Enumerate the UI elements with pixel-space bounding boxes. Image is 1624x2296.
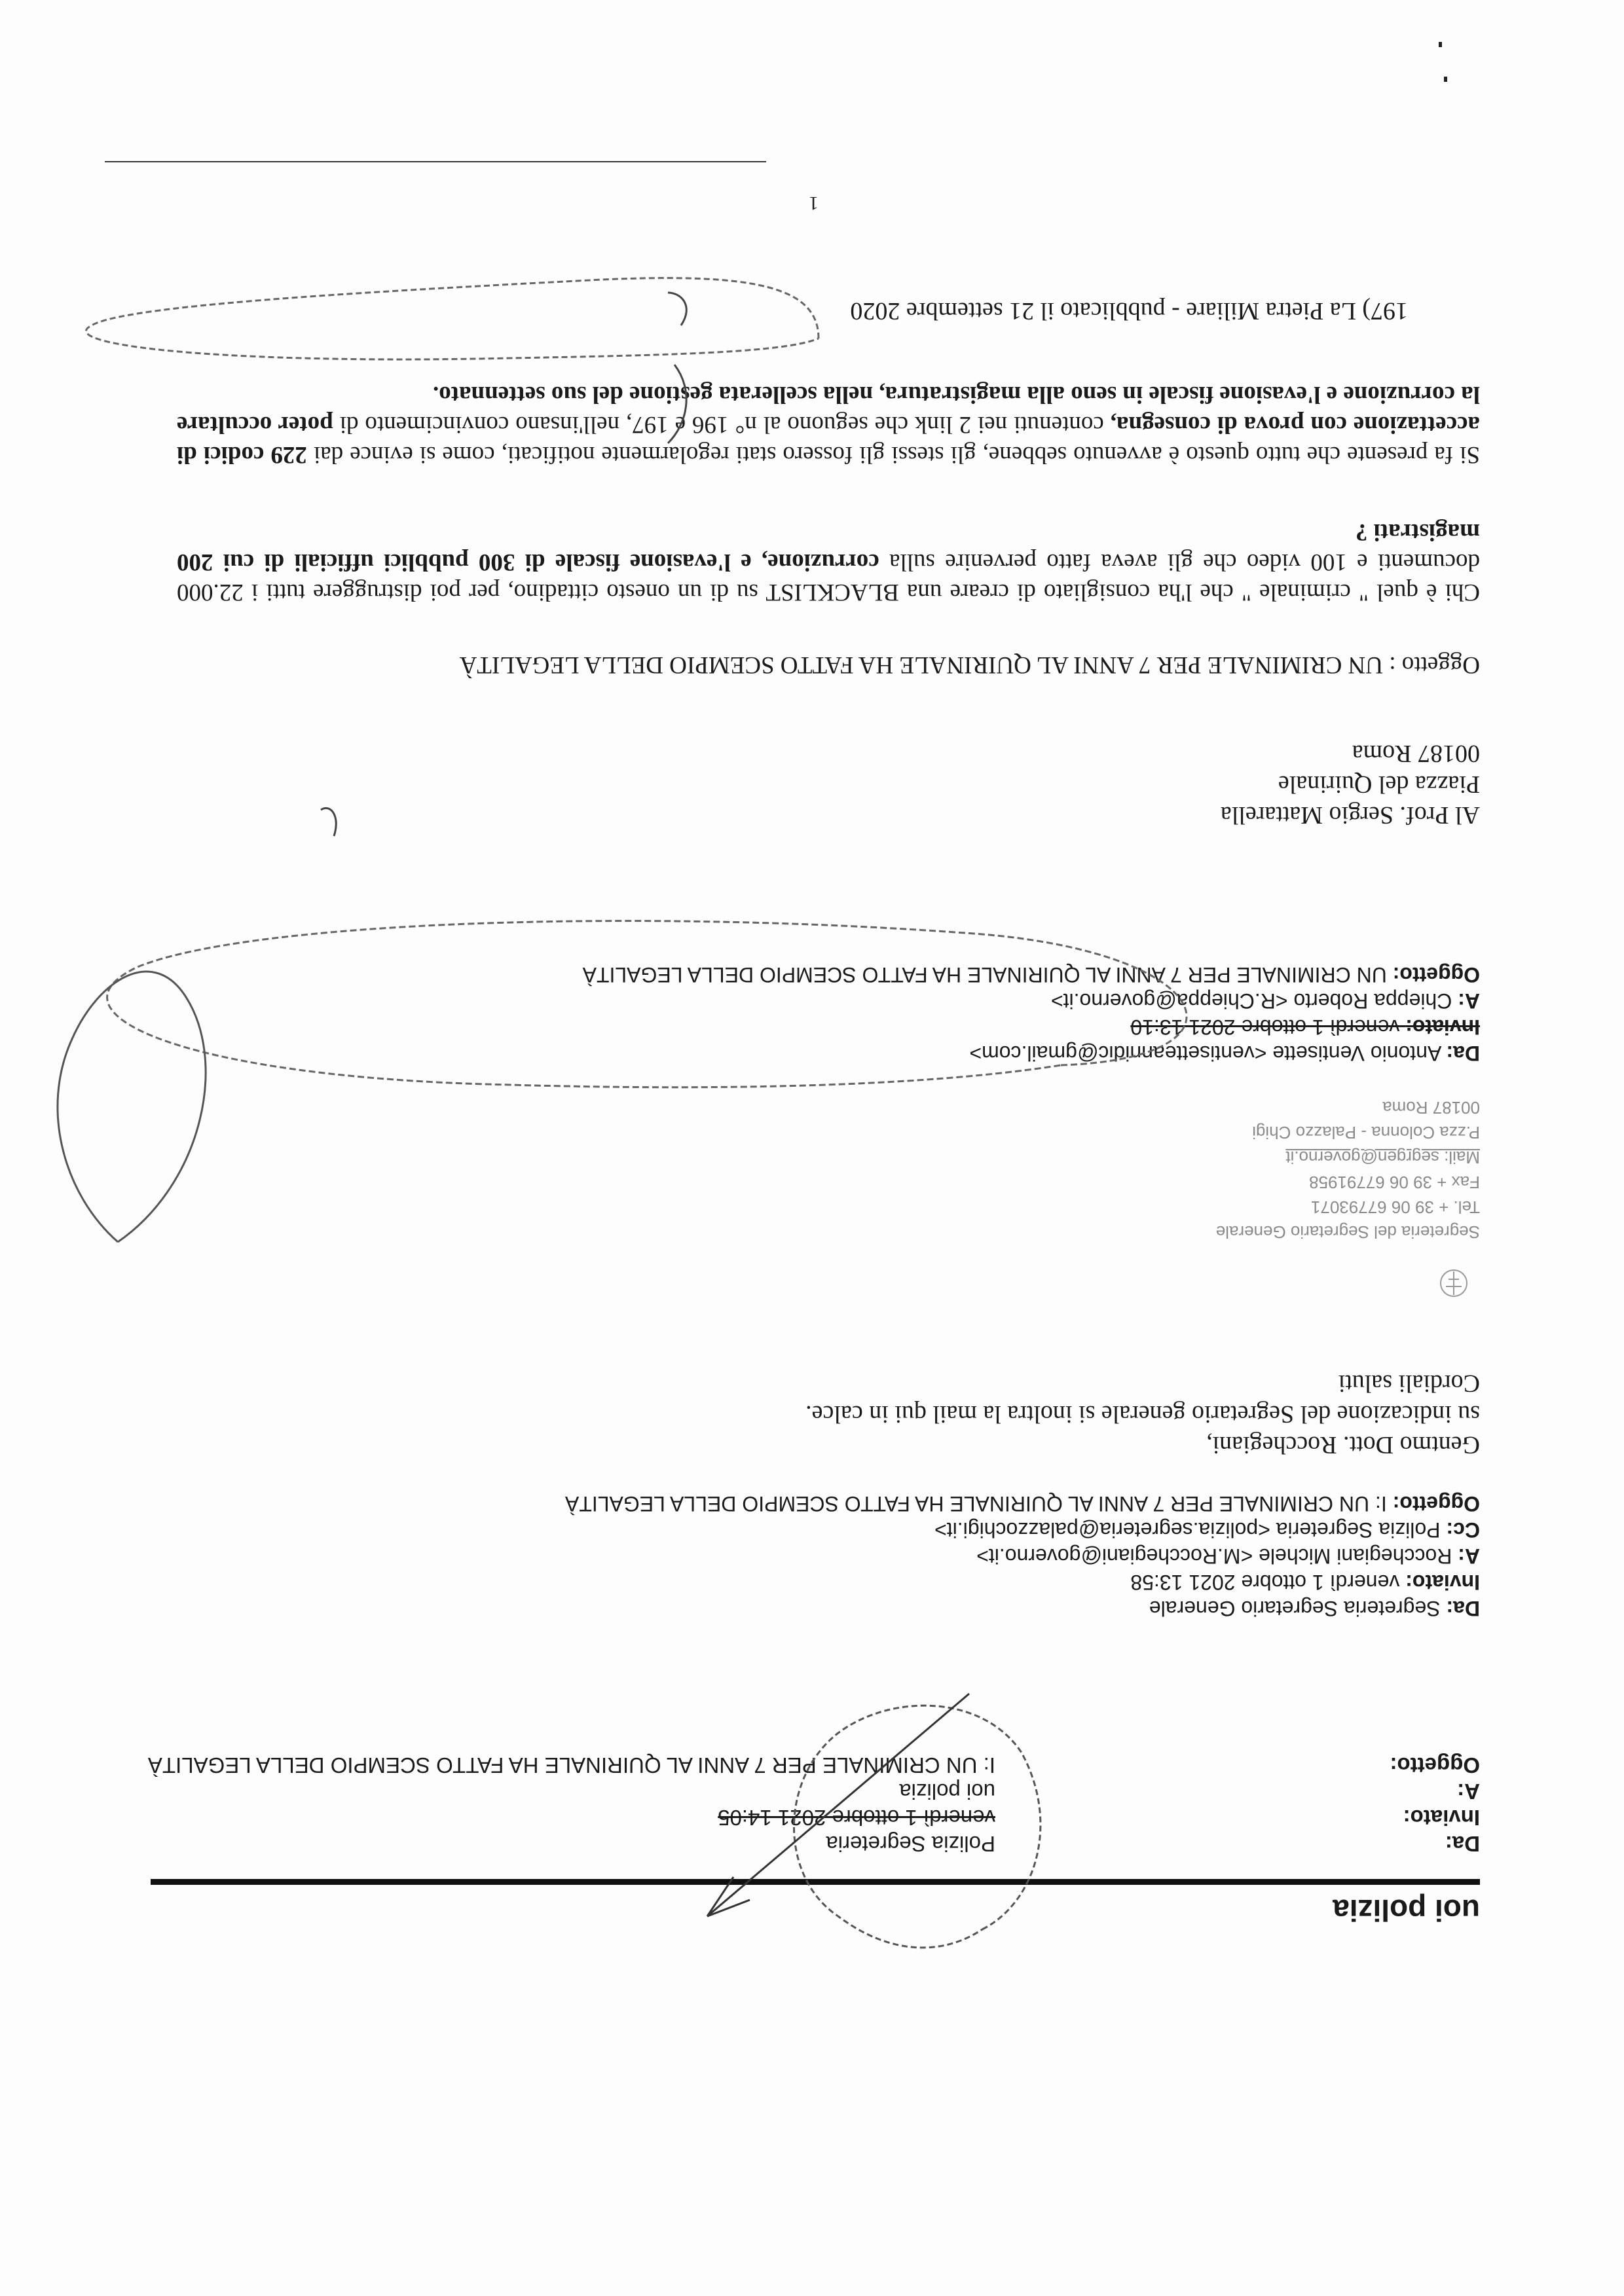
fwd2-to: A: Rocchegiani Michele <M.Rocchegiani@governo.it> bbox=[976, 1544, 1480, 1568]
label-a: A: bbox=[1457, 1779, 1480, 1804]
fwd1-to: uoi polizia bbox=[899, 1779, 995, 1804]
orig-to: A: Chieppa Roberto <R.Chieppa@governo.it> bbox=[1050, 989, 1480, 1013]
addressee-city: 00187 Roma bbox=[1352, 740, 1480, 767]
paragraph-2: Si fa presente che tutto questo è avvenuto sebbene, gli stessi gli fossero stati regolarmente notificati, come si evince dai 229 codici di accettazione con prova di consegna, contenuti nei 2 link che seguono al n° 196 e 197, nell'insano convincimento di poter occultare la corruzione e l'evasione fiscale in seno alla magistratura, nella scellerata gestione del suo settennato. bbox=[177, 381, 1480, 468]
sig-city: 00187 Roma bbox=[1382, 1098, 1480, 1118]
addressee-street: Piazza del Quirinale bbox=[1278, 771, 1480, 798]
tick-mark-citation bbox=[668, 293, 686, 325]
sig-tel: Tel. + 39 06 67793071 bbox=[1310, 1197, 1480, 1217]
letter-subject: Oggetto : UN CRIMINALE PER 7 ANNI AL QUIRINALE HA FATTO SCEMPIO DELLA LEGALITÀ bbox=[459, 651, 1480, 678]
orig-from: Da: Antonio Ventisette <ventisetteannidic@gmail.com> bbox=[969, 1042, 1480, 1065]
fwd2-subject: Oggetto: I: UN CRIMINALE PER 7 ANNI AL QUIRINALE HA FATTO SCEMPIO DELLA LEGALITÀ bbox=[564, 1492, 1480, 1516]
fwd1-from: Polizia Segreteria bbox=[826, 1832, 995, 1856]
sig-address: P.zza Colonna - Palazzo Chigi bbox=[1252, 1123, 1480, 1142]
sig-fax: Fax + 39 06 67791958 bbox=[1309, 1173, 1480, 1192]
header-title: uoi polizia bbox=[1333, 1893, 1480, 1927]
orig-sent: Inviato: venerdì 1 ottobre 2021 13:10 bbox=[1130, 1015, 1480, 1039]
fwd2-from: Da: Segreteria Segretario Generale bbox=[1149, 1597, 1480, 1620]
label-da: Da: bbox=[1445, 1832, 1480, 1856]
fwd2-sent: Inviato: venerdì 1 ottobre 2021 13:58 bbox=[1130, 1571, 1480, 1594]
page-number: 1 bbox=[809, 192, 819, 214]
fwd1-subject: I: UN CRIMINALE PER 7 ANNI AL QUIRINALE HA FATTO SCEMPIO DELLA LEGALITÀ bbox=[147, 1753, 995, 1777]
speck bbox=[1444, 77, 1447, 82]
small-mark bbox=[321, 808, 336, 836]
body-line: su indicazione del Segretario generale si inoltra la mail qui in calce. bbox=[805, 1400, 1480, 1428]
sig-mail: Mail: segrgen@governo.it bbox=[1285, 1148, 1480, 1167]
orig-subject: Oggetto: UN CRIMINALE PER 7 ANNI AL QUIRINALE HA FATTO SCEMPIO DELLA LEGALITÀ bbox=[582, 963, 1480, 987]
speck bbox=[1439, 42, 1442, 47]
closing: Cordiali saluti bbox=[1338, 1370, 1480, 1397]
fwd2-cc: Cc: Polizia Segreteria <polizia.segreteria@palazzochigi.it> bbox=[934, 1518, 1480, 1542]
loop-mark-margin bbox=[58, 972, 206, 1242]
ellipse-mark-citation bbox=[86, 278, 819, 359]
paragraph-1: Chi è quel " criminale " che l'ha consigliato di creare una BLACKLIST su di un onesto cittadino, per poi distruggere tutti i 22.000 documenti e 100 video che gli aveva fatto pervenire sulla corruzione, e l'evasione fiscale di 300 pubblici ufficiali di cui 200 magistrati ? bbox=[177, 519, 1480, 606]
label-oggetto: Oggetto: bbox=[1390, 1753, 1480, 1777]
fwd1-sent: venerdì 1 ottobre 2021 14:05 bbox=[718, 1806, 995, 1830]
greeting: Gentmo Dott. Rocchegiani, bbox=[1206, 1431, 1480, 1459]
citation: 197) La Pietra Miliare - pubblicato il 21 settembre 2020 bbox=[850, 297, 1408, 325]
header-rule bbox=[151, 1879, 1480, 1885]
addressee-name: Al Prof. Sergio Mattarella bbox=[1220, 801, 1480, 829]
sig-office: Segreteria del Segretario Generale bbox=[1215, 1222, 1480, 1242]
label-inviato: Inviato: bbox=[1403, 1806, 1480, 1830]
